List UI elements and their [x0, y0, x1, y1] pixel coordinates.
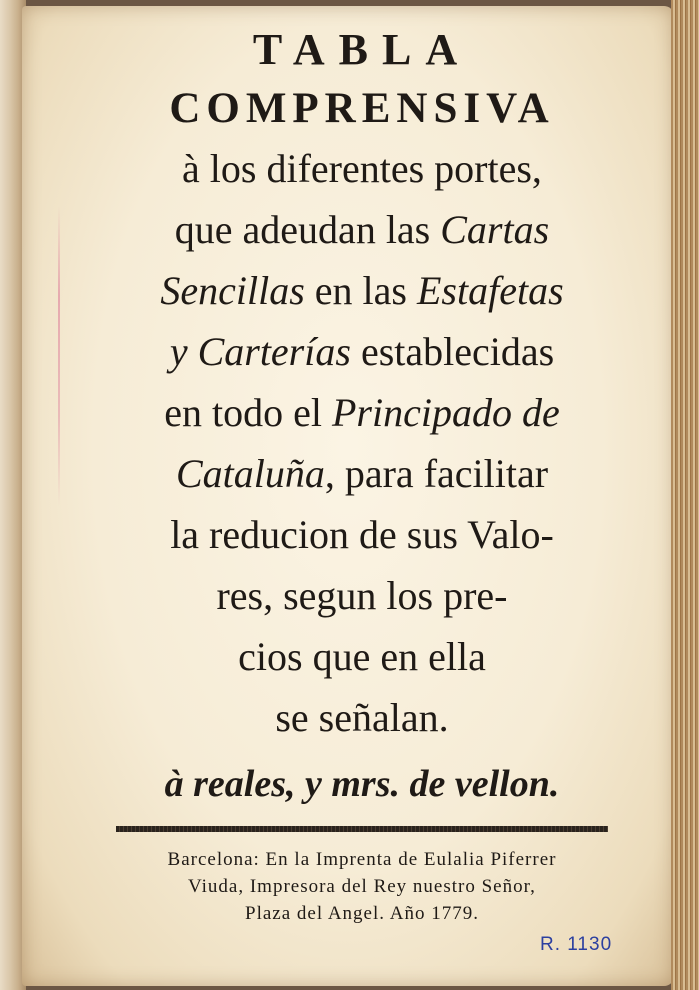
body-line-segment: Cataluña — [175, 451, 325, 496]
body-line — [52, 138, 672, 199]
body-line-segment: à los diferentes portes, — [182, 146, 542, 191]
body-line — [52, 565, 672, 626]
body-line-segment: Principado de — [332, 390, 560, 435]
body-line — [52, 687, 672, 748]
body-line-segment: , para facilitar — [324, 451, 549, 496]
body-line-segment: en las — [304, 268, 417, 313]
body-line — [52, 321, 672, 382]
body-line-segment: Cartas — [440, 207, 550, 252]
shelfmark: R. 1130 — [540, 934, 613, 955]
body-line — [52, 504, 672, 565]
page-text — [52, 20, 672, 927]
body-line-segment: se señalan. — [275, 695, 449, 740]
title-line-1: TABLA — [252, 25, 472, 74]
title-line-2: COMPRENSIVA — [169, 85, 555, 132]
page-edges — [671, 0, 699, 990]
body-line-segment: Sencillas — [160, 268, 305, 313]
body-line — [52, 260, 672, 321]
title-page — [22, 6, 674, 986]
body-line-segment: que adeudan las — [174, 207, 441, 252]
body-line-segment: establecidas — [350, 329, 555, 374]
body-line — [52, 626, 672, 687]
imprint-line-1: Barcelona: En la Imprenta de Eulalia Piferrer — [167, 849, 557, 870]
body-line — [52, 199, 672, 260]
body-line-segment: res, segun los pre- — [216, 573, 508, 618]
ornamental-rule — [116, 826, 608, 832]
imprint-line-2: Viuda, Impresora del Rey nuestro Señor, — [188, 876, 536, 897]
body-line-segment: cios que en ella — [238, 634, 486, 679]
body-line — [52, 443, 672, 504]
imprint — [52, 846, 672, 927]
body-line-segment: Estafetas — [416, 268, 564, 313]
currency-line: à reales, y mrs. de vellon. — [164, 763, 560, 805]
imprint-line-3: Plaza del Angel. Año 1779. — [245, 903, 479, 924]
title-body — [52, 138, 672, 748]
body-line-segment: en todo el — [164, 390, 332, 435]
body-line-segment: la reducion de sus Valo- — [170, 512, 554, 557]
body-line-segment: y Carterías — [169, 329, 351, 374]
body-line — [52, 382, 672, 443]
